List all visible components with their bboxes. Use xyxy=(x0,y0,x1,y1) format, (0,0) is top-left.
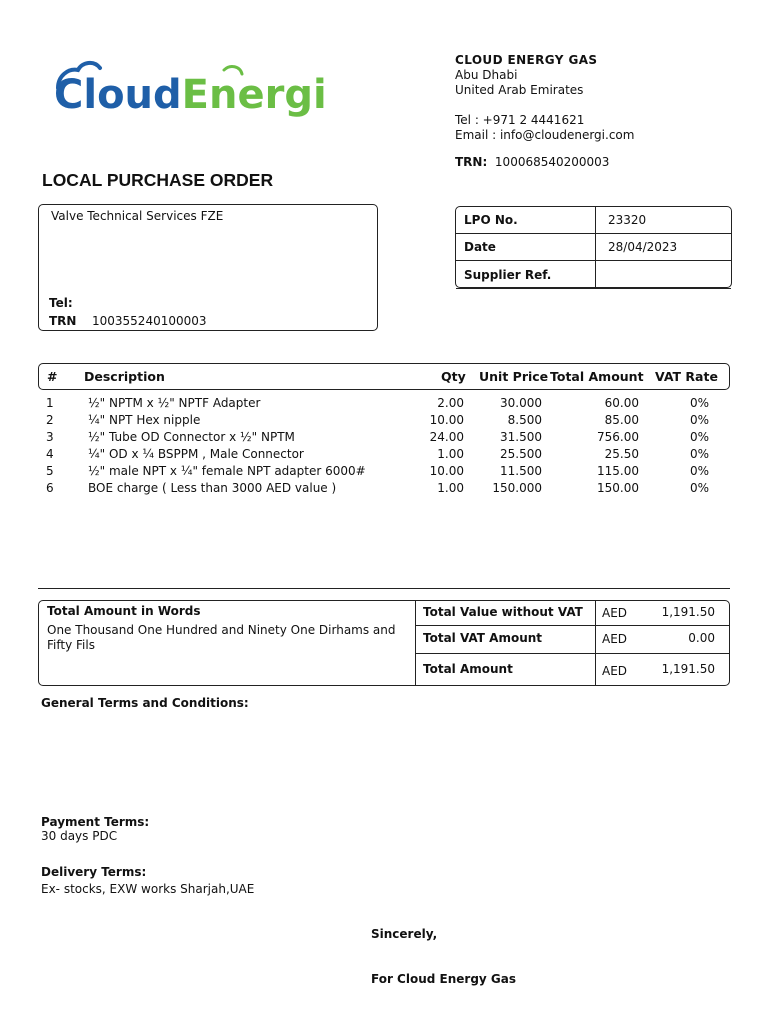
meta-label: LPO No. xyxy=(464,213,518,227)
item-description: BOE charge ( Less than 3000 AED value ) xyxy=(88,481,337,495)
total-value: 1,191.50 xyxy=(661,605,715,619)
item-description: ¼" NPT Hex nipple xyxy=(88,413,201,427)
supplier-trn-label: TRN xyxy=(49,314,77,328)
item-total: 60.00 xyxy=(604,396,639,410)
lpo-meta-table xyxy=(455,206,732,288)
payment-terms-label: Payment Terms: xyxy=(41,815,150,829)
total-currency: AED xyxy=(602,632,628,646)
item-total: 756.00 xyxy=(597,430,639,444)
item-vat: 0% xyxy=(689,464,709,478)
supplier-tel-label: Tel: xyxy=(49,296,73,310)
logo-text-cloud: CloudEnergi xyxy=(54,72,327,118)
table-row xyxy=(38,464,730,481)
item-unit-price: 31.500 xyxy=(500,430,542,444)
item-description: ½" NPTM x ½" NPTF Adapter xyxy=(88,396,261,410)
item-vat: 0% xyxy=(689,481,709,495)
total-label: Total Amount xyxy=(423,662,513,676)
item-vat: 0% xyxy=(689,430,709,444)
item-no: 2 xyxy=(46,413,54,427)
item-no: 3 xyxy=(46,430,54,444)
company-trn xyxy=(455,155,634,170)
meta-label: Supplier Ref. xyxy=(464,268,552,282)
item-total: 115.00 xyxy=(597,464,639,478)
meta-value: 28/04/2023 xyxy=(608,240,678,254)
item-no: 5 xyxy=(46,464,54,478)
item-total: 85.00 xyxy=(604,413,639,427)
item-description: ¼" OD x ¼ BSPPM , Male Connector xyxy=(88,447,304,461)
item-description: ½" male NPT x ¼" female NPT adapter 6000# xyxy=(88,464,366,478)
col-no: # xyxy=(47,369,58,384)
delivery-terms-label: Delivery Terms: xyxy=(41,865,147,879)
supplier-name: Valve Technical Services FZE xyxy=(51,209,224,223)
total-words-line2: Fifty Fils xyxy=(47,638,95,652)
total-value: 0.00 xyxy=(688,631,715,645)
company-trn-label: TRN: xyxy=(455,155,488,169)
item-qty: 10.00 xyxy=(429,413,464,427)
item-qty: 1.00 xyxy=(437,447,464,461)
company-info xyxy=(455,53,634,170)
col-description: Description xyxy=(84,369,165,384)
table-row xyxy=(38,481,730,498)
closing-sincerely: Sincerely, xyxy=(371,927,438,941)
item-no: 1 xyxy=(46,396,54,410)
company-city: Abu Dhabi xyxy=(455,68,518,82)
totals-box xyxy=(38,600,730,686)
table-row xyxy=(38,413,730,430)
item-qty: 24.00 xyxy=(429,430,464,444)
company-tel: Tel : +971 2 4441621 xyxy=(455,113,585,127)
table-row xyxy=(38,396,730,413)
totals-divider xyxy=(415,601,416,685)
total-label: Total VAT Amount xyxy=(423,631,543,645)
item-unit-price: 8.500 xyxy=(507,413,542,427)
item-vat: 0% xyxy=(689,413,709,427)
items-divider xyxy=(38,588,730,589)
item-unit-price: 11.500 xyxy=(500,464,542,478)
col-total-amount: Total Amount xyxy=(550,369,644,384)
document-title: LOCAL PURCHASE ORDER xyxy=(42,170,274,190)
meta-row xyxy=(456,261,731,289)
item-no: 6 xyxy=(46,481,54,495)
table-row xyxy=(38,447,730,464)
company-trn-value: 100068540200003 xyxy=(494,155,610,169)
item-qty: 10.00 xyxy=(429,464,464,478)
total-currency: AED xyxy=(602,664,628,678)
col-vat-rate: VAT Rate xyxy=(655,369,718,384)
col-unit-price: Unit Price xyxy=(479,369,549,384)
meta-label: Date xyxy=(464,240,496,254)
item-unit-price: 30.000 xyxy=(500,396,542,410)
supplier-trn-value: 100355240100003 xyxy=(92,314,207,328)
item-unit-price: 25.500 xyxy=(500,447,542,461)
payment-terms-value: 30 days PDC xyxy=(41,829,118,843)
item-qty: 2.00 xyxy=(437,396,464,410)
total-words-line1: One Thousand One Hundred and Ninety One Dirhams and xyxy=(47,623,396,637)
totals-row-divider xyxy=(415,625,729,626)
general-terms-label: General Terms and Conditions: xyxy=(41,696,249,710)
company-name: CLOUD ENERGY GAS xyxy=(455,53,598,67)
items-table-header xyxy=(38,363,730,390)
item-no: 4 xyxy=(46,447,54,461)
company-email: Email : info@cloudenergi.com xyxy=(455,128,635,142)
meta-divider xyxy=(595,207,596,287)
meta-row xyxy=(456,234,731,261)
cloud-logo-icon xyxy=(54,58,327,130)
col-qty: Qty xyxy=(441,369,466,384)
item-description: ½" Tube OD Connector x ½" NPTM xyxy=(88,430,295,444)
item-vat: 0% xyxy=(689,447,709,461)
meta-row xyxy=(456,207,731,234)
total-value: 1,191.50 xyxy=(661,662,715,676)
item-unit-price: 150.000 xyxy=(492,481,542,495)
meta-value: 23320 xyxy=(608,213,647,227)
item-qty: 1.00 xyxy=(437,481,464,495)
item-vat: 0% xyxy=(689,396,709,410)
total-currency: AED xyxy=(602,606,628,620)
table-row xyxy=(38,430,730,447)
total-words-label: Total Amount in Words xyxy=(47,604,201,618)
item-total: 25.50 xyxy=(604,447,639,461)
totals-row-divider xyxy=(415,653,729,654)
supplier-box xyxy=(38,204,378,331)
company-country: United Arab Emirates xyxy=(455,83,584,97)
delivery-terms-value: Ex- stocks, EXW works Sharjah,UAE xyxy=(41,882,255,896)
total-label: Total Value without VAT xyxy=(423,605,583,619)
totals-divider xyxy=(595,601,596,685)
closing-company: For Cloud Energy Gas xyxy=(371,972,517,986)
item-total: 150.00 xyxy=(597,481,639,495)
company-logo xyxy=(54,58,327,130)
